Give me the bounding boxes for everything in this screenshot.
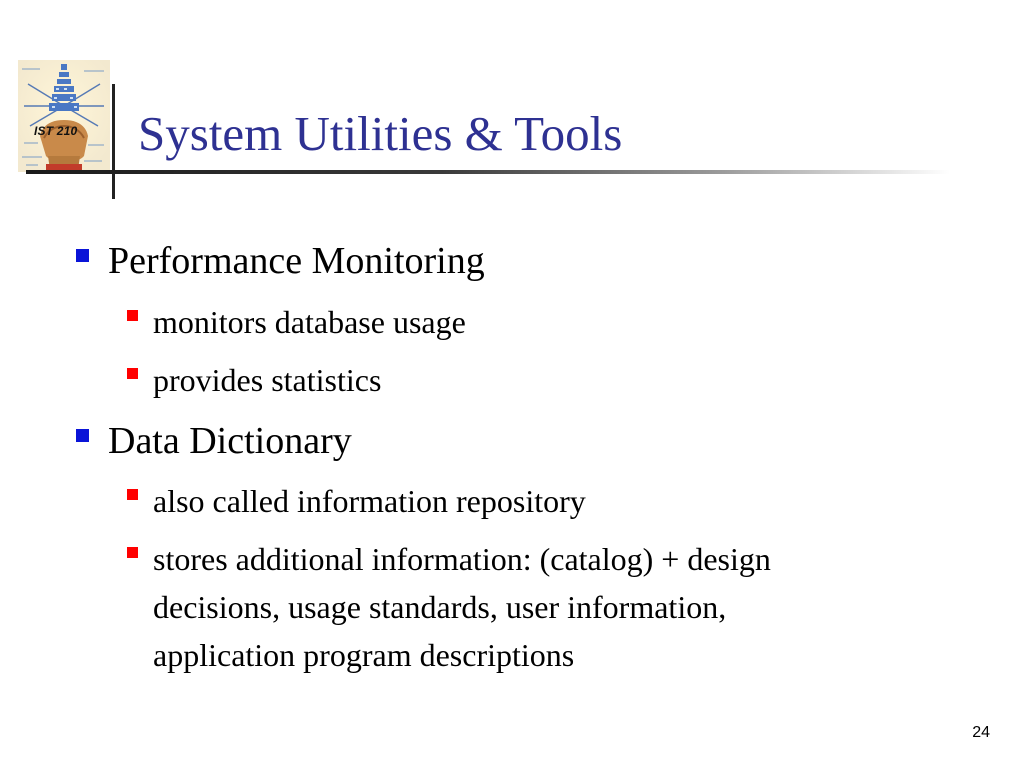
sub-bullet-continuation: decisions, usage standards, user information, — [153, 589, 727, 625]
sub-bullet-marker-icon — [127, 310, 138, 321]
sub-bullet-marker-icon — [127, 489, 138, 500]
sub-bullet-marker-icon — [127, 368, 138, 379]
bullet-marker-icon — [76, 429, 89, 442]
bullet-marker-icon — [76, 249, 89, 262]
sub-bullet-item: also called information repository — [153, 483, 586, 519]
sub-bullet-item: stores additional information: (catalog) + design — [153, 541, 771, 577]
sub-bullet-continuation: application program descriptions — [153, 637, 575, 673]
sub-bullet-marker-icon — [127, 547, 138, 558]
logo-text: IST 210 — [34, 124, 78, 138]
page-number: 24 — [972, 724, 990, 741]
sub-bullet-item: provides statistics — [153, 362, 382, 398]
bullet-item: Data Dictionary — [108, 420, 352, 462]
sub-bullet-item: monitors database usage — [153, 304, 466, 340]
slide-title: System Utilities & Tools — [138, 106, 623, 161]
bullet-item: Performance Monitoring — [108, 240, 485, 282]
